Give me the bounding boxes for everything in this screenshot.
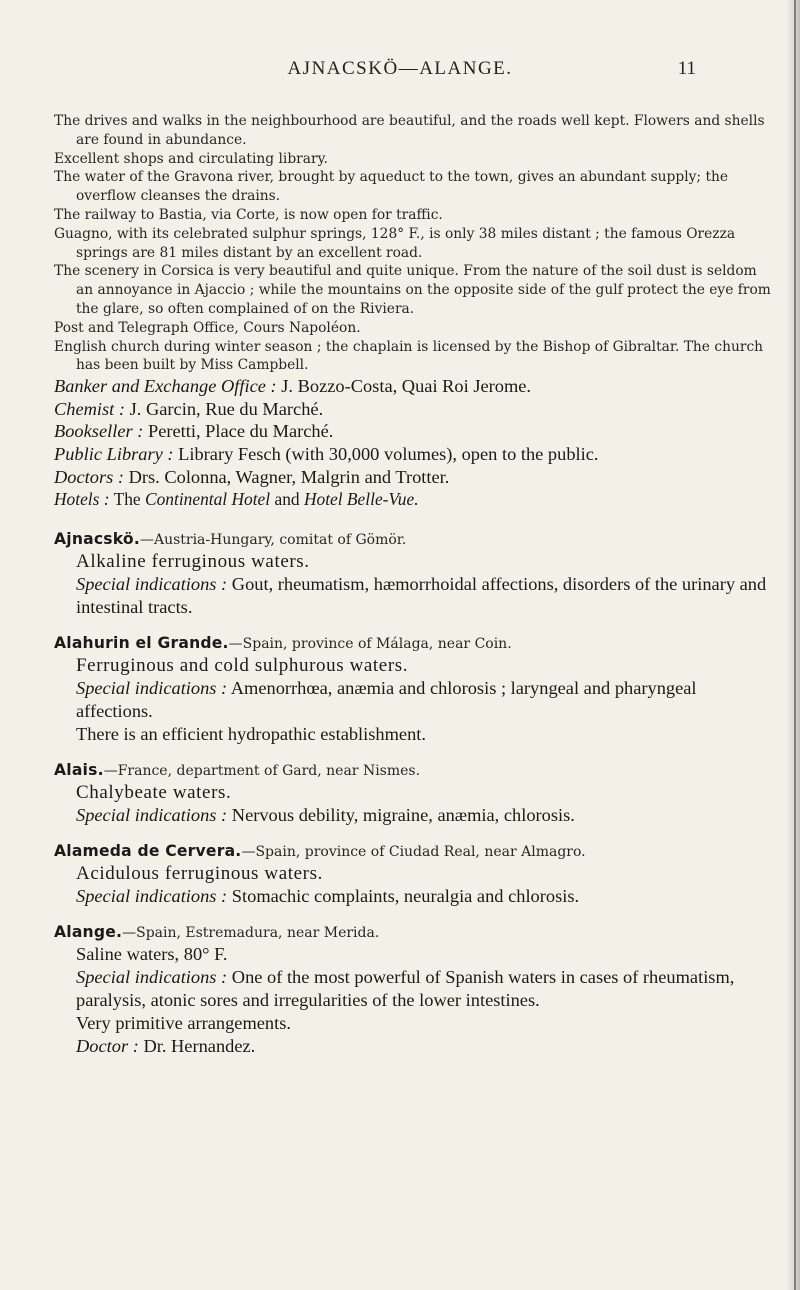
directory-entry — [54, 420, 774, 443]
hotel-name: Continental Hotel — [145, 489, 271, 510]
spa-heading — [54, 633, 774, 654]
directory-text: J. Garcin, Rue du Marché. — [129, 398, 324, 419]
doctor-label: Doctor : — [76, 1035, 139, 1056]
spa-name: Alais. — [54, 760, 104, 779]
intro-line: Excellent shops and circulating library. — [54, 150, 328, 167]
spa-location: —Spain, Estremadura, near Merida. — [122, 924, 380, 941]
intro-line: The scenery in Corsica is very beautiful and quite unique. From the nature of the soil dust is seldom an annoyance in Ajaccio ; while the mountains on the opposite side of the gulf protect the eye from the glare, so often complained of on the Riviera. — [54, 263, 771, 317]
spa-waters: Alkaline ferruginous waters. — [76, 550, 310, 572]
spa-entry — [54, 633, 774, 746]
page-number: 11 — [677, 58, 696, 79]
intro-line: Guagno, with its celebrated sulphur springs, 128° F., is only 38 miles distant ; the famous Orezza springs are 81 miles distant by an excellent road. — [54, 225, 736, 261]
spa-name: Ajnacskö. — [54, 529, 140, 548]
intro-line: The drives and walks in the neighbourhood are beautiful, and the roads well kept. Flowers and shells are found in abundance. — [54, 113, 765, 148]
indications-label: Special indications : — [76, 573, 228, 594]
spa-indications — [54, 677, 774, 723]
spa-extra: There is an efficient hydropathic establishment. — [76, 723, 426, 744]
indications-text: Stomachic complaints, neuralgia and chlorosis. — [231, 885, 580, 906]
hotel-name: Hotel Belle-Vue. — [303, 489, 419, 510]
directory-entry — [54, 466, 774, 489]
spa-name: Alahurin el Grande. — [54, 633, 229, 652]
indications-text: Nervous debility, migraine, anæmia, chlorosis. — [231, 804, 575, 825]
spa-heading — [54, 841, 774, 862]
directory-label: Public Library : — [54, 443, 174, 464]
spa-indications — [54, 966, 774, 1012]
spa-location: —Austria-Hungary, comitat of Gömör. — [139, 531, 407, 548]
directory-label: Banker and Exchange Office : — [54, 376, 277, 397]
directory-label: Doctors : — [54, 466, 124, 487]
spa-entry — [54, 760, 774, 827]
indications-text: One of the most powerful of Spanish waters in cases of rheumatism, paralysis, atonic sores and irregularities of the lower intestines. — [76, 966, 735, 1010]
indications-text: Amenorrhœa, anæmia and chlorosis ; laryngeal and pharyngeal affections. — [76, 677, 697, 721]
intro-line: The water of the Gravona river, brought by aqueduct to the town, gives an abundant supply; the overflow cleanses the drains. — [54, 169, 729, 205]
spa-heading — [54, 922, 774, 943]
indications-label: Special indications : — [76, 677, 228, 698]
doctor-text: Dr. Hernandez. — [143, 1035, 256, 1056]
spa-location: —France, department of Gard, near Nismes. — [103, 762, 421, 779]
spa-heading — [54, 760, 774, 781]
spa-name: Alange. — [54, 922, 123, 941]
spa-indications — [54, 885, 774, 908]
spa-location: —Spain, province of Ciudad Real, near Almagro. — [241, 843, 586, 860]
directory-entry — [54, 443, 774, 466]
spa-waters: Ferruginous and cold sulphurous waters. — [76, 654, 409, 676]
spa-extra: Very primitive arrangements. — [76, 1012, 291, 1033]
directory-text: J. Bozzo-Costa, Quai Roi Jerome. — [281, 376, 532, 397]
intro-line: Post and Telegraph Office, Cours Napoléon. — [54, 319, 361, 336]
spa-indications — [54, 573, 774, 619]
directory-entry — [54, 375, 774, 398]
directory-text: Peretti, Place du Marché. — [147, 421, 334, 442]
page-header — [0, 58, 800, 88]
directory-label: Chemist : — [54, 398, 126, 419]
directory-label: Hotels : — [54, 489, 110, 510]
spa-location: —Spain, province of Málaga, near Coin. — [228, 635, 512, 652]
hotels-entry — [54, 488, 774, 511]
spa-waters: Saline waters, 80° F. — [76, 943, 228, 964]
page-edge-shadow — [786, 0, 800, 1290]
intro-section — [54, 112, 774, 511]
spa-waters: Acidulous ferruginous waters. — [76, 862, 323, 884]
running-head: AJNACSKÖ—ALANGE. — [287, 58, 513, 79]
intro-line: English church during winter season ; the chaplain is licensed by the Bishop of Gibraltar. The church has been built by Miss Campbell. — [54, 338, 764, 374]
hotels-and: and — [274, 489, 300, 510]
hotels-the: The — [113, 489, 141, 510]
directory-label: Bookseller : — [54, 421, 144, 442]
spa-doctor — [54, 1035, 774, 1058]
spa-indications — [54, 804, 774, 827]
page-edge-line — [794, 0, 796, 1290]
directory-text: Drs. Colonna, Wagner, Malgrin and Trotter. — [128, 466, 450, 487]
intro-line: The railway to Bastia, via Corte, is now open for traffic. — [54, 206, 443, 223]
spa-waters: Chalybeate waters. — [76, 781, 232, 803]
indications-text: Gout, rheumatism, hæmorrhoidal affections, disorders of the urinary and intestinal tracts. — [76, 573, 767, 617]
directory-text: Library Fesch (with 30,000 volumes), open to the public. — [178, 443, 599, 464]
directory-entry — [54, 398, 774, 421]
indications-label: Special indications : — [76, 966, 228, 987]
spa-heading — [54, 529, 774, 550]
spa-entry — [54, 841, 774, 908]
spa-name: Alameda de Cervera. — [54, 841, 242, 860]
page-content — [54, 112, 774, 1058]
spa-entry — [54, 922, 774, 1058]
indications-label: Special indications : — [76, 885, 228, 906]
indications-label: Special indications : — [76, 804, 228, 825]
spa-entry — [54, 529, 774, 619]
